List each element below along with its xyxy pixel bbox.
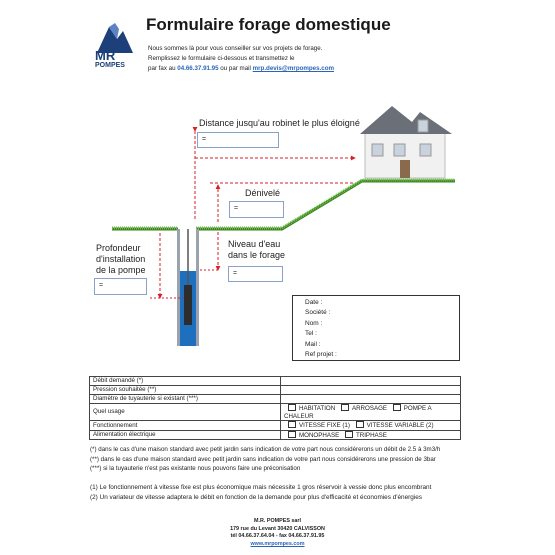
- alimentation-options: [281, 430, 461, 440]
- borehole: [177, 229, 199, 346]
- pression-label: Pression souhaitée (**): [90, 386, 281, 395]
- intro-fax-prefix: par fax au: [148, 65, 176, 72]
- arrosage-option: ARROSAGE: [351, 405, 388, 412]
- profondeur-label: [96, 243, 146, 276]
- triphase-checkbox[interactable]: [345, 431, 353, 438]
- operation-notes: [90, 483, 480, 503]
- footnote-tuyauterie: (***) si la tuyauterie n'est pas existante nous pouvons faire une préconisation: [90, 465, 301, 472]
- niveau-label-line-2: dans le forage: [228, 250, 286, 260]
- pompe-chaleur-checkbox[interactable]: [393, 404, 401, 411]
- pression-input[interactable]: [281, 386, 461, 395]
- house-illustration: [360, 106, 452, 178]
- habitation-option: HABITATION: [299, 405, 336, 412]
- profondeur-input[interactable]: =: [94, 278, 147, 295]
- diametre-input[interactable]: [281, 395, 461, 404]
- vitesse-fixe-option: VITESSE FIXE (1): [299, 422, 350, 429]
- intro-line-1: Nous sommes là pour vous conseiller sur vos projets de forage.: [148, 45, 323, 52]
- intro-mail-prefix: ou par mail: [220, 65, 251, 72]
- distance-label: Distance jusqu'au robinet le plus éloigné: [199, 118, 360, 128]
- usage-options: [281, 404, 461, 421]
- fax-number: 04.66.37.91.95: [177, 65, 219, 72]
- pompe-chaleur-option: POMPE A CHALEUR: [284, 405, 432, 420]
- table-row: [90, 404, 461, 421]
- fonctionnement-options: [281, 421, 461, 431]
- distance-input[interactable]: =: [197, 132, 279, 148]
- table-row: [90, 395, 461, 404]
- denivele-input[interactable]: =: [229, 201, 284, 218]
- footer-phones: tél 04.66.37.64.04 - fax 04.66.37.91.95: [230, 533, 325, 540]
- table-row: [90, 386, 461, 395]
- alimentation-label: Alimentation électrique: [90, 430, 281, 440]
- logo-line-2: POMPES: [95, 62, 125, 69]
- note-variateur: (2) Un variateur de vitesse adaptera le débit en fonction de la demande pour plus d'efficacité et économies d'énergies: [90, 494, 422, 501]
- triphase-option: TRIPHASE: [355, 431, 387, 439]
- date-field[interactable]: Date :: [305, 299, 323, 306]
- footer: [150, 518, 405, 548]
- niveau-eau-input[interactable]: =: [228, 266, 283, 282]
- note-vitesse-fixe: (1) Le fonctionnement à vitesse fixe est plus économique mais nécessite 1 gros réservoir à vessie donc plus encombrant: [90, 484, 432, 491]
- vitesse-fixe-checkbox[interactable]: [288, 421, 296, 428]
- profondeur-label-line-3: de la pompe: [96, 265, 146, 275]
- mail-field[interactable]: Mail :: [305, 340, 321, 348]
- ref-projet-field[interactable]: Ref projet :: [305, 351, 337, 359]
- footer-website-link[interactable]: www.mrpompes.com: [250, 540, 305, 547]
- table-row: [90, 421, 461, 431]
- logo-line-1: MR: [95, 48, 116, 63]
- societe-field[interactable]: Société :: [305, 309, 331, 317]
- vitesse-variable-checkbox[interactable]: [356, 421, 364, 428]
- fonctionnement-label: Fonctionnement: [90, 421, 281, 431]
- profondeur-label-line-1: Profondeur: [96, 243, 141, 253]
- diametre-label: Diamètre de tuyauterie si existant (***): [90, 395, 281, 404]
- arrosage-checkbox[interactable]: [341, 404, 349, 411]
- table-row: [90, 377, 461, 386]
- habitation-checkbox[interactable]: [288, 404, 296, 411]
- tel-field[interactable]: Tel :: [305, 330, 317, 338]
- vitesse-variable-option: VITESSE VARIABLE (2): [366, 422, 434, 429]
- request-table: [89, 376, 461, 440]
- contact-info-box: [292, 295, 460, 361]
- niveau-eau-label: [228, 239, 285, 261]
- page-title: Formulaire forage domestique: [146, 15, 391, 34]
- debit-input[interactable]: [281, 377, 461, 386]
- profondeur-label-line-2: d'installation: [96, 254, 146, 264]
- monophase-checkbox[interactable]: [288, 431, 296, 438]
- footnotes: [90, 445, 470, 474]
- table-row: [90, 430, 461, 440]
- nom-field[interactable]: Nom :: [305, 319, 323, 327]
- denivele-label: Dénivelé: [245, 188, 281, 198]
- footnote-debit: (*) dans le cas d'une maison standard avec petit jardin sans indication de votre part nous considérerons un débit de 2.5 à 3m3/h: [90, 446, 441, 453]
- footer-company: M.R. POMPES sarl: [253, 518, 302, 524]
- usage-label: Quel usage: [90, 404, 281, 421]
- niveau-label-line-1: Niveau d'eau: [228, 239, 281, 249]
- monophase-option: MONOPHASE: [299, 431, 340, 439]
- debit-label: Débit demandé (*): [90, 377, 281, 386]
- intro-line-2: Remplissez le formulaire ci-dessous et transmettez le: [148, 55, 295, 62]
- footer-address: 179 rue du Levant 30420 CALVISSON: [230, 525, 325, 532]
- email-link[interactable]: mrp.devis@mrpompes.com: [252, 65, 334, 72]
- footnote-pression: (**) dans le cas d'une maison standard avec petit jardin sans indication de votre part nous considérerons une pression de 3bar: [90, 455, 436, 463]
